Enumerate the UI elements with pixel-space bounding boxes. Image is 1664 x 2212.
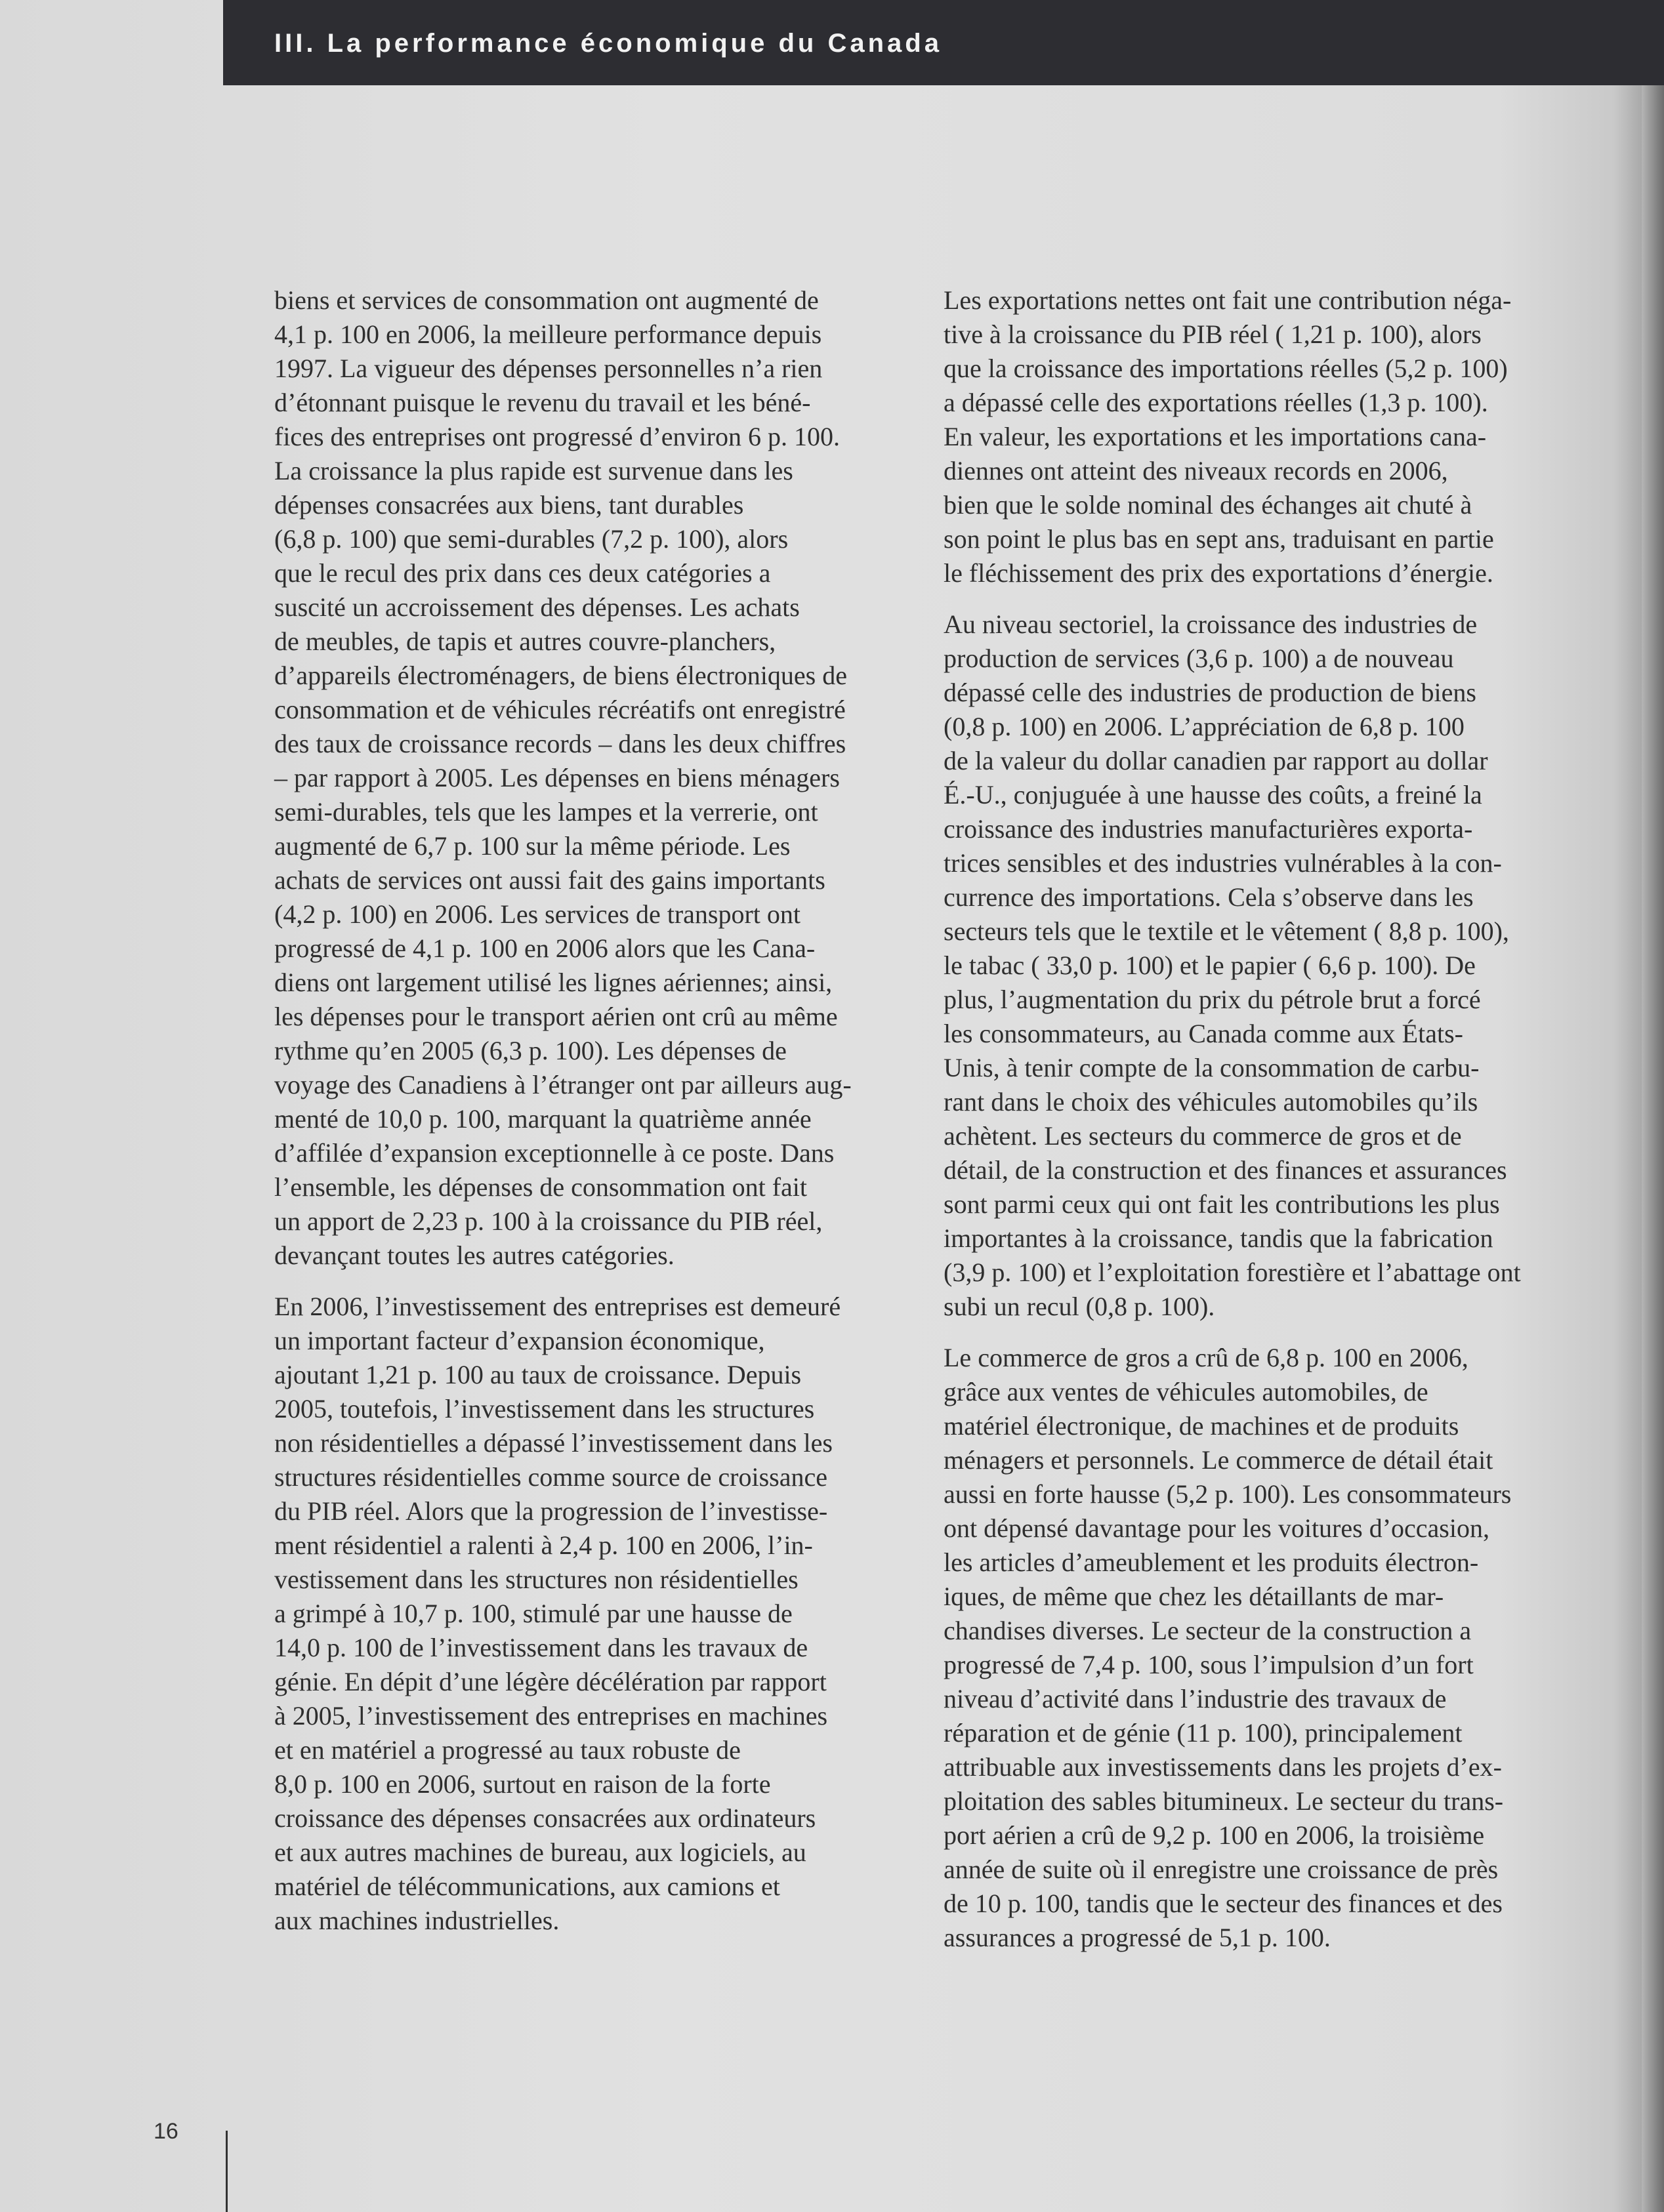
text-line: des taux de croissance records – dans les deux chiffres bbox=[274, 729, 846, 758]
paragraph bbox=[274, 283, 891, 1273]
text-line: aux machines industrielles. bbox=[274, 1906, 560, 1935]
text-line: ont dépensé davantage pour les voitures d’occasion, bbox=[944, 1513, 1489, 1543]
text-line: Le commerce de gros a crû de 6,8 p. 100 en 2006, bbox=[944, 1343, 1468, 1372]
text-line: plus, l’augmentation du prix du pétrole brut a forcé bbox=[944, 985, 1481, 1014]
text-line: dépassé celle des industries de production de biens bbox=[944, 678, 1476, 707]
text-line: currence des importations. Cela s’observe dans les bbox=[944, 882, 1474, 912]
text-line: croissance des dépenses consacrées aux ordinateurs bbox=[274, 1803, 816, 1833]
text-line: le tabac ( 33,0 p. 100) et le papier ( 6,6 p. 100). De bbox=[944, 951, 1476, 980]
text-line: tive à la croissance du PIB réel ( 1,21 p. 100), alors bbox=[944, 319, 1482, 349]
text-line: un apport de 2,23 p. 100 à la croissance du PIB réel, bbox=[274, 1206, 823, 1236]
chapter-title: III. La performance économique du Canada bbox=[274, 29, 942, 58]
text-line: iques, de même que chez les détaillants de mar- bbox=[944, 1582, 1444, 1611]
text-line: réparation et de génie (11 p. 100), principalement bbox=[944, 1718, 1463, 1748]
text-line: croissance des industries manufacturières exporta- bbox=[944, 814, 1473, 844]
text-line: achats de services ont aussi fait des gains importants bbox=[274, 865, 825, 895]
text-line: rythme qu’en 2005 (6,3 p. 100). Les dépenses de bbox=[274, 1036, 787, 1065]
paragraph bbox=[274, 1290, 891, 1938]
text-line: année de suite où il enregistre une croissance de près bbox=[944, 1854, 1499, 1884]
text-line: les articles d’ameublement et les produits électron- bbox=[944, 1547, 1479, 1577]
right-text-column bbox=[944, 283, 1564, 1972]
text-line: et aux autres machines de bureau, aux logiciels, au bbox=[274, 1837, 806, 1867]
paragraph bbox=[944, 607, 1564, 1324]
text-line: 1997. La vigueur des dépenses personnelles n’a rien bbox=[274, 354, 823, 383]
text-line: fices des entreprises ont progressé d’environ 6 p. 100. bbox=[274, 422, 840, 451]
text-line: grâce aux ventes de véhicules automobiles, de bbox=[944, 1377, 1428, 1406]
text-line: progressé de 4,1 p. 100 en 2006 alors que les Cana- bbox=[274, 933, 816, 963]
text-line: attribuable aux investissements dans les projets d’ex- bbox=[944, 1752, 1502, 1782]
text-line: É.-U., conjuguée à une hausse des coûts, a freiné la bbox=[944, 780, 1482, 809]
text-line: a grimpé à 10,7 p. 100, stimulé par une hausse de bbox=[274, 1599, 793, 1628]
text-line: consommation et de véhicules récréatifs ont enregistré bbox=[274, 695, 846, 724]
text-line: ment résidentiel a ralenti à 2,4 p. 100 en 2006, l’in- bbox=[274, 1530, 813, 1560]
text-line: Unis, à tenir compte de la consommation de carbu- bbox=[944, 1053, 1480, 1082]
text-line: achètent. Les secteurs du commerce de gros et de bbox=[944, 1121, 1462, 1151]
text-line: 2005, toutefois, l’investissement dans les structures bbox=[274, 1394, 815, 1423]
text-line: voyage des Canadiens à l’étranger ont par ailleurs aug- bbox=[274, 1070, 852, 1099]
text-line: augmenté de 6,7 p. 100 sur la même période. Les bbox=[274, 831, 791, 861]
text-line: un important facteur d’expansion économique, bbox=[274, 1326, 765, 1355]
text-line: En 2006, l’investissement des entreprises est demeuré bbox=[274, 1292, 841, 1321]
text-line: 14,0 p. 100 de l’investissement dans les travaux de bbox=[274, 1633, 808, 1662]
text-line: génie. En dépit d’une légère décélération par rapport bbox=[274, 1667, 827, 1696]
text-line: progressé de 7,4 p. 100, sous l’impulsion d’un fort bbox=[944, 1650, 1474, 1679]
text-line: 4,1 p. 100 en 2006, la meilleure performance depuis bbox=[274, 319, 822, 349]
text-line: de meubles, de tapis et autres couvre-planchers, bbox=[274, 626, 776, 656]
text-line: matériel électronique, de machines et de produits bbox=[944, 1411, 1459, 1441]
text-line: trices sensibles et des industries vulnérables à la con- bbox=[944, 848, 1502, 878]
text-line: non résidentielles a dépassé l’investissement dans les bbox=[274, 1428, 833, 1458]
text-line: importantes à la croissance, tandis que la fabrication bbox=[944, 1223, 1493, 1253]
text-line: ajoutant 1,21 p. 100 au taux de croissance. Depuis bbox=[274, 1360, 802, 1389]
text-line: que la croissance des importations réelles (5,2 p. 100) bbox=[944, 354, 1508, 383]
text-line: a dépassé celle des exportations réelles (1,3 p. 100). bbox=[944, 388, 1488, 417]
text-line: matériel de télécommunications, aux camions et bbox=[274, 1872, 780, 1901]
text-line: chandises diverses. Le secteur de la construction a bbox=[944, 1616, 1472, 1645]
text-line: suscité un accroissement des dépenses. Les achats bbox=[274, 592, 800, 622]
text-line: menté de 10,0 p. 100, marquant la quatrième année bbox=[274, 1104, 812, 1134]
text-line: d’appareils électroménagers, de biens électroniques de bbox=[274, 661, 847, 690]
text-line: les dépenses pour le transport aérien ont crû au même bbox=[274, 1002, 838, 1031]
text-line: – par rapport à 2005. Les dépenses en biens ménagers bbox=[274, 763, 840, 792]
text-line: l’ensemble, les dépenses de consommation ont fait bbox=[274, 1172, 808, 1202]
text-line: (6,8 p. 100) que semi-durables (7,2 p. 100), alors bbox=[274, 524, 789, 554]
paragraph bbox=[944, 283, 1564, 590]
text-line: assurances a progressé de 5,1 p. 100. bbox=[944, 1923, 1331, 1952]
text-line: le fléchissement des prix des exportations d’énergie. bbox=[944, 558, 1493, 588]
text-line: du PIB réel. Alors que la progression de l’investisse- bbox=[274, 1496, 828, 1526]
text-line: Les exportations nettes ont fait une contribution néga- bbox=[944, 285, 1512, 315]
text-line: aussi en forte hausse (5,2 p. 100). Les consommateurs bbox=[944, 1479, 1512, 1509]
text-line: structures résidentielles comme source de croissance bbox=[274, 1462, 828, 1492]
text-line: devançant toutes les autres catégories. bbox=[274, 1240, 675, 1270]
text-line: semi-durables, tels que les lampes et la verrerie, ont bbox=[274, 797, 818, 827]
text-line: biens et services de consommation ont augmenté de bbox=[274, 285, 819, 315]
text-line: de 10 p. 100, tandis que le secteur des finances et des bbox=[944, 1889, 1503, 1918]
text-line: 8,0 p. 100 en 2006, surtout en raison de la forte bbox=[274, 1769, 771, 1799]
paragraph bbox=[944, 1341, 1564, 1955]
left-text-column bbox=[274, 283, 891, 1955]
text-line: dépenses consacrées aux biens, tant durables bbox=[274, 490, 744, 520]
page-number: 16 bbox=[154, 2119, 178, 2144]
text-line: d’affilée d’expansion exceptionnelle à ce poste. Dans bbox=[274, 1138, 835, 1168]
text-line: que le recul des prix dans ces deux catégories a bbox=[274, 558, 771, 588]
text-line: bien que le solde nominal des échanges ait chuté à bbox=[944, 490, 1472, 520]
text-line: à 2005, l’investissement des entreprises en machines bbox=[274, 1701, 828, 1731]
text-line: ploitation des sables bitumineux. Le secteur du trans- bbox=[944, 1786, 1504, 1816]
text-line: et en matériel a progressé au taux robuste de bbox=[274, 1735, 741, 1765]
text-line: les consommateurs, au Canada comme aux États- bbox=[944, 1019, 1463, 1048]
text-line: rant dans le choix des véhicules automobiles qu’ils bbox=[944, 1087, 1478, 1116]
text-line: production de services (3,6 p. 100) a de nouveau bbox=[944, 644, 1454, 673]
text-line: secteurs tels que le textile et le vêtement ( 8,8 p. 100), bbox=[944, 916, 1509, 946]
text-line: vestissement dans les structures non résidentielles bbox=[274, 1565, 799, 1594]
text-line: ménagers et personnels. Le commerce de détail était bbox=[944, 1445, 1493, 1475]
text-line: (0,8 p. 100) en 2006. L’appréciation de 6,8 p. 100 bbox=[944, 712, 1465, 741]
text-line: Au niveau sectoriel, la croissance des industries de bbox=[944, 609, 1478, 639]
text-line: niveau d’activité dans l’industrie des travaux de bbox=[944, 1684, 1447, 1713]
text-line: La croissance la plus rapide est survenue dans les bbox=[274, 456, 793, 485]
text-line: (3,9 p. 100) et l’exploitation forestière et l’abattage ont bbox=[944, 1258, 1521, 1287]
page-number-rule bbox=[226, 2131, 228, 2212]
text-line: diens ont largement utilisé les lignes aériennes; ainsi, bbox=[274, 968, 833, 997]
text-line: (4,2 p. 100) en 2006. Les services de transport ont bbox=[274, 899, 801, 929]
text-line: son point le plus bas en sept ans, traduisant en partie bbox=[944, 524, 1494, 554]
text-line: subi un recul (0,8 p. 100). bbox=[944, 1292, 1215, 1321]
text-line: En valeur, les exportations et les importations cana- bbox=[944, 422, 1487, 451]
text-line: sont parmi ceux qui ont fait les contributions les plus bbox=[944, 1189, 1500, 1219]
page-binding-edge bbox=[1642, 0, 1664, 2212]
text-line: d’étonnant puisque le revenu du travail et les béné- bbox=[274, 388, 811, 417]
text-line: diennes ont atteint des niveaux records en 2006, bbox=[944, 456, 1448, 485]
text-line: de la valeur du dollar canadien par rapport au dollar bbox=[944, 746, 1488, 775]
text-line: détail, de la construction et des finances et assurances bbox=[944, 1155, 1507, 1185]
text-line: port aérien a crû de 9,2 p. 100 en 2006, la troisième bbox=[944, 1820, 1485, 1850]
